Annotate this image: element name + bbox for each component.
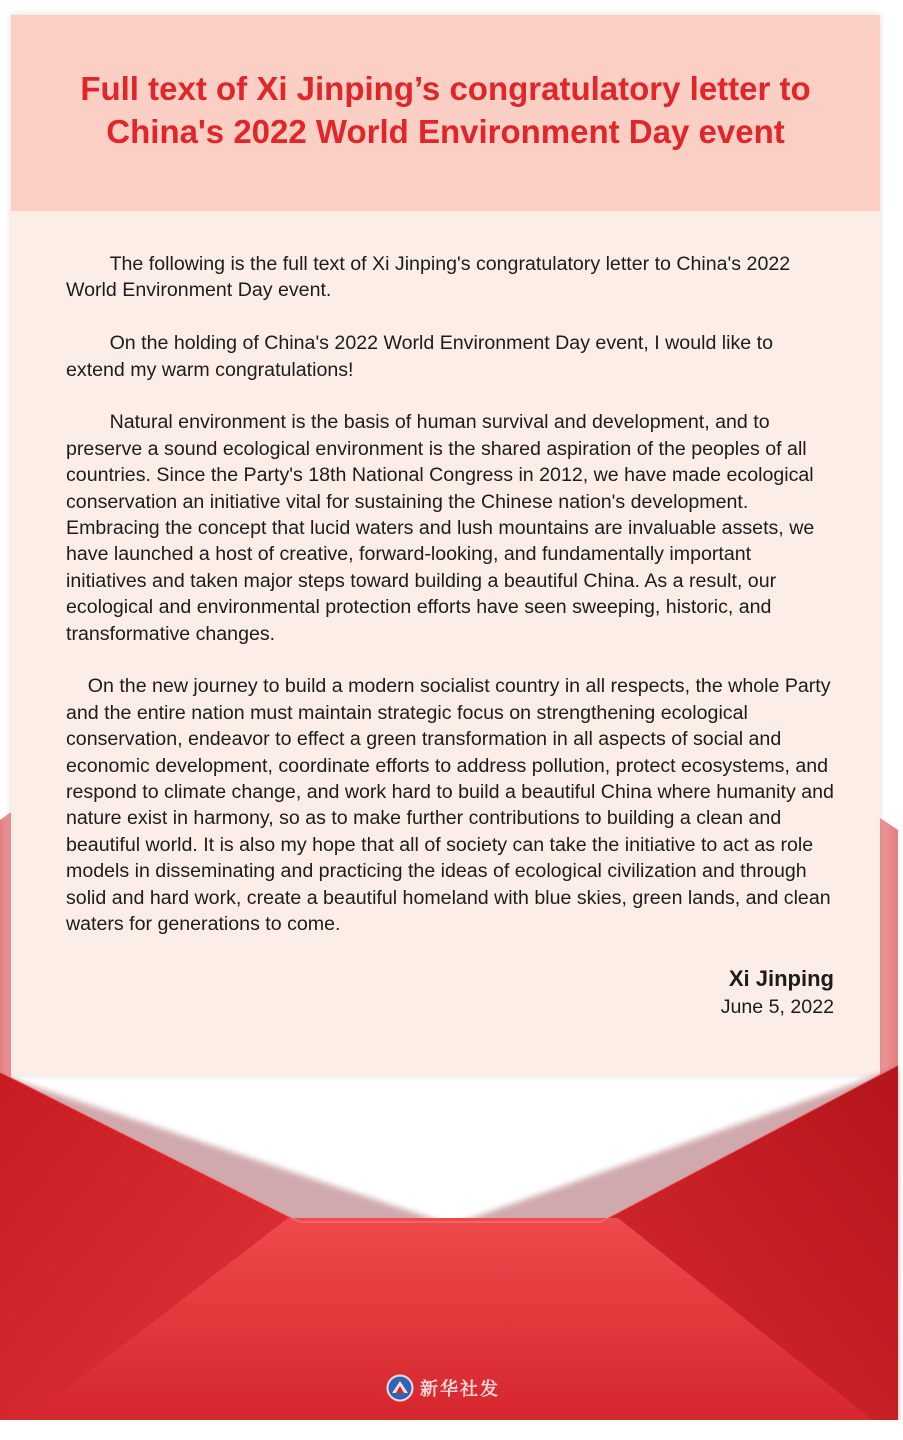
- paragraph: The following is the full text of Xi Jinping's congratulatory letter to China's 2022 World Environment Day event.: [66, 253, 796, 302]
- paragraph: On the new journey to build a modern socialist country in all respects, the whole Party and the entire nation must maintain strategic focus on strengthening ecological conservation, endeavor to effect a green transformation in all aspects of social and economic development, coordinate efforts to address pollution, protect ecosystems, and respond to climate change, and work hard to build a beautiful China where humanity and nature exist in harmony, so as to make further contributions to building a clean and beautiful world. It is also my hope that all of society can take the initiative to act as role models in disseminating and practicing the ideas of ecological civilization and through solid and hard work, create a beautiful homeland with blue skies, green lands, and clean waters for generations to come.: [66, 675, 840, 936]
- xinhua-credit-text: 新华社发: [420, 1379, 500, 1400]
- signature-name: Xi Jinping: [728, 966, 834, 991]
- xinhua-credit: [386, 1374, 500, 1402]
- letter-title: Full text of Xi Jinping’s congratulatory letter to China's 2022 World Environment Day event: [80, 70, 811, 150]
- signature-date: June 5, 2022: [720, 996, 834, 1018]
- xinhua-logo-icon: [386, 1374, 414, 1402]
- paragraph: On the holding of China's 2022 World Environment Day event, I would like to extend my warm congratulations!: [66, 332, 779, 381]
- paragraph: Natural environment is the basis of human survival and development, and to preserve a sound ecological environment is the shared aspiration of the peoples of all countries. Since the Party's 18th National Congress in 2012, we have made ecological conservation an initiative vital for sustaining the Chinese nation's development. Embracing the concept that lucid waters and lush mountains are invaluable assets, we have launched a host of creative, forward-looking, and fundamentally important initiatives and taken major steps toward building a beautiful China. As a result, our ecological and environmental protection efforts have seen sweeping, historic, and transformative changes.: [66, 411, 820, 645]
